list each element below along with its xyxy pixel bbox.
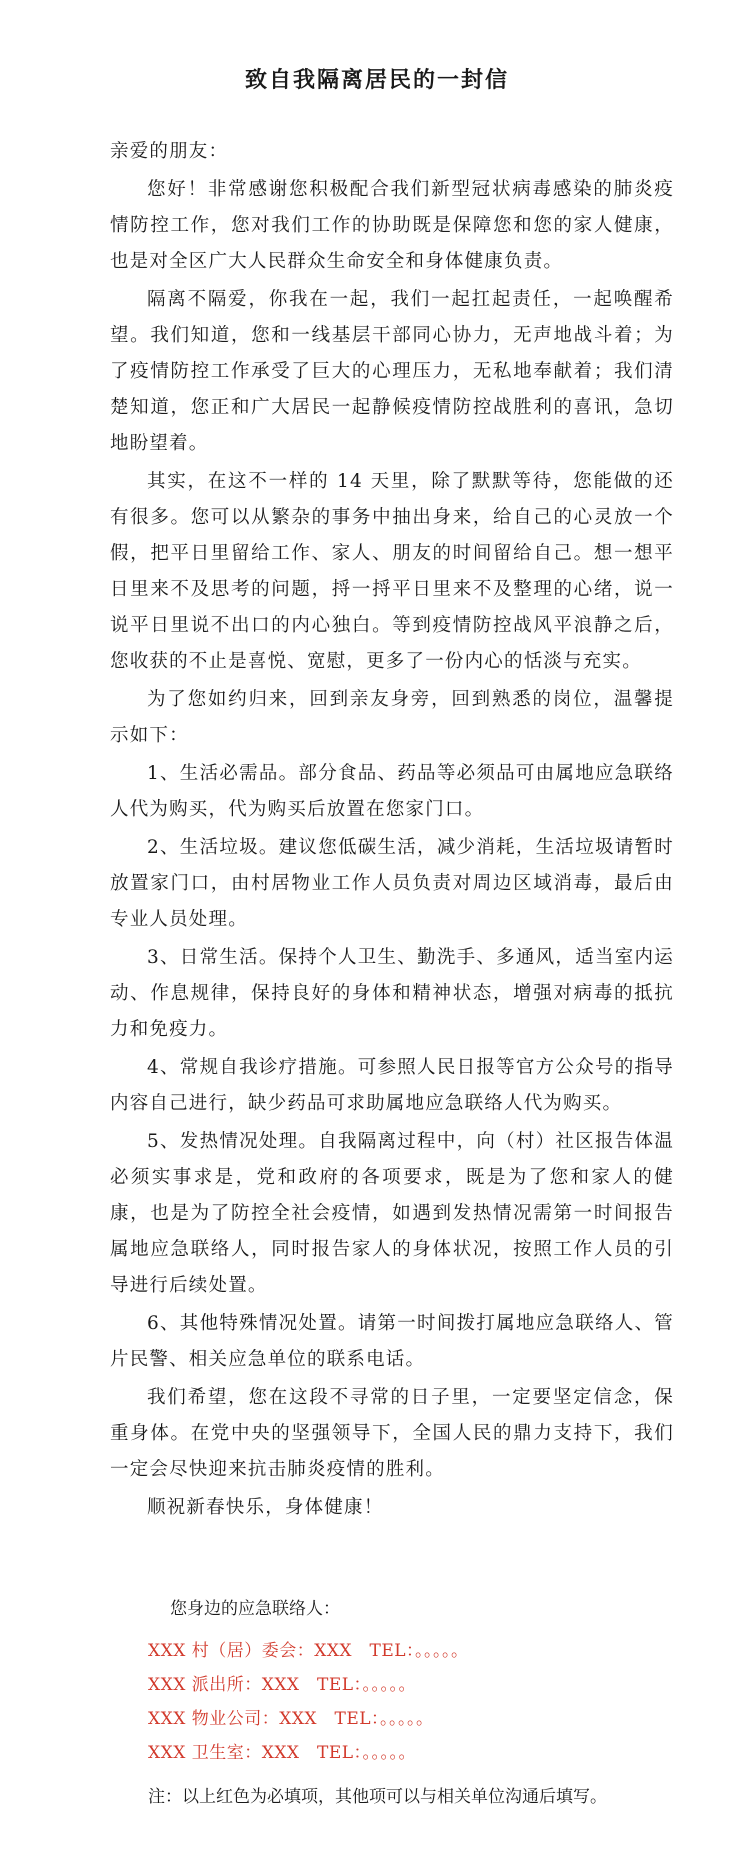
item-daily-life: 3、日常生活。保持个人卫生、勤洗手、多通风，适当室内运动、作息规律，保持良好的身体和精神状态，增强对病毒的抵抗力和免疫力。: [110, 947, 674, 1040]
salutation: 亲爱的朋友：: [110, 141, 229, 162]
contact-property-company: XXX 物业公司：XXX TEL：。。。。。: [148, 1709, 434, 1729]
item-garbage: 2、生活垃圾。建议您低碳生活，减少消耗，生活垃圾请暂时放置家门口，由村居物业工作人员负责对周边区域消毒，最后由专业人员处理。: [110, 837, 674, 930]
letter-body: [110, 134, 674, 1526]
item-self-treatment: 4、常规自我诊疗措施。可参照人民日报等官方公众号的指导内容自己进行，缺少药品可求助属地应急联络人代为购买。: [110, 1057, 674, 1114]
paragraph-reminder-intro: 为了您如约归来，回到亲友身旁，回到熟悉的岗位，温馨提示如下：: [110, 689, 674, 746]
contact-police-station: XXX 派出所：XXX TEL：。。。。。: [148, 1675, 417, 1695]
paragraph-together: 隔离不隔爱，你我在一起，我们一起扛起责任，一起唤醒希望。我们知道，您和一线基层干部同心协力，无声地战斗着；为了疫情防控工作承受了巨大的心理压力，无私地奉献着；我们清楚知道，您正和广大居民一起静候疫情防控战胜利的喜讯，急切地盼望着。: [110, 289, 674, 454]
paragraph-14-days: 其实，在这不一样的 14 天里，除了默默等待，您能做的还有很多。您可以从繁杂的事务中抽出身来，给自己的心灵放一个假，把平日里留给工作、家人、朋友的时间留给自己。想一想平日里来不及思考的问题，捋一捋平日里来不及整理的心绪，说一说平日里说不出口的内心独白。等到疫情防控战风平浪静之后，您收获的不止是喜悦、宽慰，更多了一份内心的恬淡与充实。: [110, 471, 674, 672]
contacts-heading: 您身边的应急联络人：: [170, 1599, 340, 1619]
item-special-situations: 6、其他特殊情况处置。请第一时间拨打属地应急联络人、管片民警、相关应急单位的联系电话。: [110, 1313, 674, 1370]
item-daily-necessities: 1、生活必需品。部分食品、药品等必须品可由属地应急联络人代为购买，代为购买后放置在您家门口。: [110, 763, 674, 820]
letter-title: 致自我隔离居民的一封信: [244, 67, 509, 93]
contact-village-committee: XXX 村（居）委会：XXX TEL：。。。。。: [148, 1641, 469, 1661]
paragraph-hope: 我们希望，您在这段不寻常的日子里，一定要坚定信念，保重身体。在党中央的坚强领导下，全国人民的鼎力支持下，我们一定会尽快迎来抗击肺炎疫情的胜利。: [110, 1387, 674, 1480]
contact-clinic: XXX 卫生室：XXX TEL：。。。。。: [148, 1743, 417, 1763]
paragraph-wishes: 顺祝新春快乐，身体健康！: [147, 1497, 384, 1518]
paragraph-greeting: 您好！非常感谢您积极配合我们新型冠状病毒感染的肺炎疫情防控工作，您对我们工作的协助既是保障您和您的家人健康，也是对全区广大人民群众生命安全和身体健康负责。: [110, 179, 674, 272]
contacts-note: 注：以上红色为必填项，其他项可以与相关单位沟通后填写。: [148, 1787, 607, 1807]
item-fever-handling: 5、发热情况处理。自我隔离过程中，向（村）社区报告体温必须实事求是，党和政府的各项要求，既是为了您和家人的健康，也是为了防控全社会疫情，如遇到发热情况需第一时间报告属地应急联络人，同时报告家人的身体状况，按照工作人员的引导进行后续处置。: [110, 1131, 674, 1296]
emergency-contacts: [110, 1592, 674, 1814]
